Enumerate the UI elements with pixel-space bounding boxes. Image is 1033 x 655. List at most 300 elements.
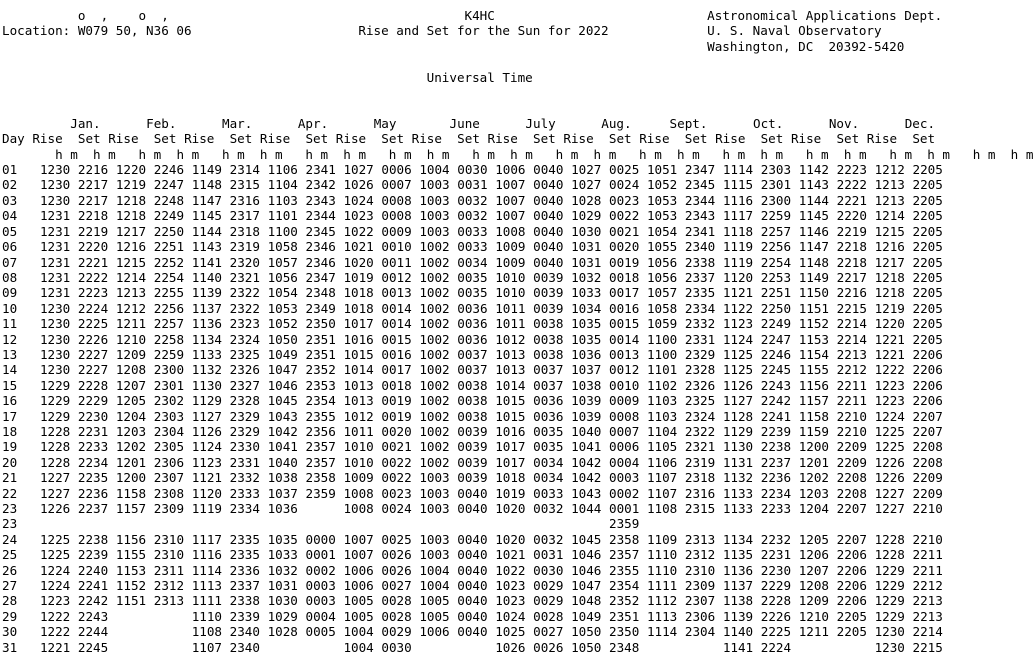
set-time: 0016	[609, 300, 640, 316]
rise-time: 1036	[267, 501, 298, 516]
rise-time: 1218	[115, 208, 147, 224]
set-header: Set	[533, 131, 556, 147]
set-time: 0040	[533, 177, 564, 193]
set-time: 2223	[77, 285, 109, 301]
set-time: 0006	[609, 439, 640, 455]
set-time: 2318	[684, 470, 716, 486]
rise-time: 1147	[191, 192, 223, 208]
set-time: 2205	[912, 331, 943, 347]
day-number: 30	[2, 624, 18, 640]
set-time: 2205	[836, 624, 867, 640]
set-time: 0002	[305, 562, 336, 578]
set-time: 2333	[229, 485, 260, 501]
rise-time: 1224	[39, 578, 71, 594]
set-time: 2247	[153, 177, 185, 193]
set-time: 2335	[229, 547, 260, 563]
rise-time: 1229	[874, 593, 905, 609]
rise-header: Rise	[32, 131, 63, 147]
rise-time: 1053	[267, 300, 298, 316]
rise-time: 1027	[343, 162, 374, 178]
hm-unit: h m	[305, 146, 329, 162]
rise-time: 1051	[646, 162, 678, 178]
set-time: 2321	[229, 269, 260, 285]
rise-time: 1002	[419, 316, 450, 332]
set-time: 0018	[609, 269, 640, 285]
rise-time: 1216	[874, 239, 905, 255]
rise-time: 1024	[495, 608, 526, 624]
set-time: 2235	[77, 470, 109, 486]
set-time: 2345	[305, 223, 336, 239]
rise-header: Rise	[259, 131, 291, 147]
set-time: 0040	[457, 501, 488, 516]
set-time: 2354	[609, 578, 640, 594]
set-time: 2321	[684, 439, 716, 455]
set-time: 0038	[457, 408, 488, 424]
set-time: 0039	[457, 423, 488, 439]
set-time: 2341	[684, 223, 716, 239]
rise-time: 1016	[495, 423, 526, 439]
day-column-header: Day	[2, 131, 25, 147]
rise-time: 1102	[646, 377, 678, 393]
rise-time: 1219	[115, 177, 147, 193]
set-time: 0014	[381, 300, 412, 316]
rise-header: Rise	[487, 131, 518, 147]
day-number: 13	[2, 346, 18, 362]
rise-time: 1003	[419, 470, 450, 486]
observatory-name: U. S. Naval Observatory	[707, 23, 882, 39]
rise-time: 1204	[115, 408, 147, 424]
set-time: 0013	[381, 285, 412, 301]
rise-time: 1002	[419, 408, 450, 424]
set-time: 0038	[457, 393, 488, 409]
set-time: 2251	[760, 285, 792, 301]
rise-time: 1101	[267, 208, 298, 224]
rise-time: 1130	[722, 439, 754, 455]
hm-unit: h m	[55, 146, 78, 162]
hm-unit: h m	[138, 146, 162, 162]
sun-rise-set-table-document	[2, 8, 1033, 655]
rise-time: 1218	[874, 269, 905, 285]
set-time: 0022	[609, 208, 640, 224]
hm-unit: h m	[221, 146, 245, 162]
day-number: 23	[2, 516, 18, 532]
set-time: 2307	[684, 593, 716, 609]
set-time: 0017	[381, 362, 412, 378]
rise-time: 1117	[722, 208, 754, 224]
set-time: 0016	[381, 346, 412, 362]
set-time: 2218	[836, 239, 867, 255]
rise-time: 1052	[267, 316, 298, 332]
rise-time: 1021	[495, 547, 526, 563]
set-time: 2307	[153, 470, 185, 486]
set-time: 2322	[229, 300, 260, 316]
rise-time: 1127	[191, 408, 223, 424]
set-time: 2245	[760, 362, 792, 378]
rise-time: 1129	[191, 393, 223, 409]
rise-time: 1018	[343, 285, 374, 301]
rise-time: 1100	[646, 346, 678, 362]
rise-time: 1003	[419, 177, 450, 193]
set-time: 0032	[533, 531, 564, 547]
set-time: 2229	[77, 393, 109, 409]
rise-time: 1219	[874, 300, 905, 316]
set-time: 2232	[760, 531, 792, 547]
rise-time: 1005	[419, 608, 450, 624]
set-time: 0030	[533, 562, 564, 578]
set-time: 0018	[381, 377, 412, 393]
rise-time: 1126	[191, 423, 223, 439]
rise-time: 1143	[798, 177, 830, 193]
rise-time: 1053	[646, 192, 678, 208]
set-time: 2242	[77, 593, 109, 609]
set-time: 0009	[609, 393, 640, 409]
rise-time: 1133	[191, 346, 223, 362]
rise-time: 1035	[571, 316, 602, 332]
rise-time: 1151	[798, 300, 830, 316]
rise-time: 1059	[646, 316, 678, 332]
rise-time: 1154	[798, 346, 830, 362]
set-time: 2206	[836, 547, 867, 563]
set-time: 0010	[609, 377, 640, 393]
rise-time: 1149	[191, 162, 223, 178]
set-time: 0008	[609, 408, 640, 424]
set-time: 0007	[609, 423, 640, 439]
rise-time: 1131	[722, 454, 754, 470]
rise-time: 1200	[115, 470, 147, 486]
rise-time: 1004	[419, 162, 450, 178]
hm-unit: h m	[343, 146, 367, 162]
rise-time: 1011	[495, 316, 526, 332]
set-time: 0017	[609, 285, 640, 301]
rise-time: 1004	[343, 639, 374, 655]
set-time: 0036	[457, 316, 488, 332]
set-time: 2231	[77, 423, 109, 439]
rise-time: 1146	[798, 223, 830, 239]
set-time: 2231	[760, 547, 792, 563]
rise-time: 1225	[39, 531, 71, 547]
month-header: Oct.	[752, 115, 784, 131]
rise-time: 1003	[419, 208, 450, 224]
rise-time: 1155	[115, 547, 147, 563]
rise-time: 1002	[419, 269, 450, 285]
rise-time: 1224	[39, 562, 71, 578]
rise-time: 1003	[419, 501, 450, 516]
hm-unit: h m	[889, 146, 913, 162]
set-time: 2301	[760, 177, 792, 193]
set-time: 2210	[836, 423, 867, 439]
rise-time: 1041	[571, 439, 602, 455]
rise-time: 1002	[419, 346, 450, 362]
set-time: 0029	[533, 593, 564, 609]
rise-time: 1107	[646, 485, 678, 501]
set-time: 2346	[305, 254, 336, 270]
day-number: 17	[2, 408, 18, 424]
set-time: 0037	[533, 377, 564, 393]
day-number: 06	[2, 239, 18, 255]
rise-time: 1020	[495, 501, 526, 516]
rise-time: 1136	[722, 562, 754, 578]
rise-time: 1052	[646, 177, 678, 193]
hm-unit: h m	[722, 146, 746, 162]
rise-time: 1101	[646, 362, 678, 378]
rise-time: 1149	[798, 269, 830, 285]
set-time: 0036	[457, 300, 488, 316]
rise-time: 1227	[39, 485, 71, 501]
set-time: 0008	[381, 192, 412, 208]
set-time: 2210	[912, 531, 943, 547]
rise-time: 1212	[874, 162, 905, 178]
set-time: 2215	[836, 300, 867, 316]
hm-unit: h m	[760, 146, 784, 162]
rise-time: 1230	[39, 346, 71, 362]
set-time: 2313	[153, 593, 185, 609]
set-time: 2208	[912, 439, 943, 455]
rise-time: 1030	[267, 593, 298, 609]
set-time: 0029	[533, 578, 564, 594]
rise-time: 1002	[419, 300, 450, 316]
rise-time: 1221	[874, 346, 905, 362]
rise-time: 1230	[39, 300, 71, 316]
rise-time: 1230	[39, 192, 71, 208]
set-time: 2206	[912, 393, 943, 409]
rise-time: 1033	[267, 547, 298, 563]
rise-time: 1003	[419, 192, 450, 208]
rise-time: 1008	[343, 501, 374, 516]
rise-time: 1100	[267, 223, 298, 239]
set-time: 2256	[153, 300, 185, 316]
rise-time: 1040	[571, 423, 602, 439]
set-time: 2338	[684, 254, 716, 270]
rise-time: 1144	[191, 223, 223, 239]
hm-unit: h m	[927, 146, 950, 162]
set-time: 0040	[457, 578, 488, 594]
rise-time: 1116	[722, 192, 754, 208]
set-time: 2209	[912, 485, 943, 501]
rise-time: 1157	[115, 501, 147, 516]
set-time: 2207	[836, 501, 867, 516]
rise-time: 1009	[495, 239, 526, 255]
rise-time: 1207	[115, 377, 147, 393]
set-time: 2220	[836, 208, 867, 224]
set-time: 2254	[153, 269, 185, 285]
set-time: 2239	[760, 423, 792, 439]
rise-time: 1014	[495, 377, 526, 393]
set-time: 0003	[305, 593, 336, 609]
rise-time: 1115	[722, 177, 754, 193]
set-time: 2211	[836, 377, 867, 393]
set-time: 2228	[77, 377, 109, 393]
rise-time: 1210	[115, 331, 147, 347]
set-time: 2212	[836, 362, 867, 378]
rise-time: 1022	[343, 223, 374, 239]
rise-time: 1230	[39, 177, 71, 193]
rise-time: 1152	[115, 578, 147, 594]
day-number: 08	[2, 269, 18, 285]
set-time: 0024	[609, 177, 640, 193]
set-time: 2238	[77, 531, 109, 547]
rise-time: 1029	[267, 608, 298, 624]
set-time: 0023	[381, 485, 412, 501]
set-time: 0021	[609, 223, 640, 239]
month-header: May	[373, 115, 397, 131]
day-number: 02	[2, 177, 18, 193]
rise-time: 1106	[646, 454, 678, 470]
set-time: 2229	[760, 578, 792, 594]
hm-unit: h m	[843, 146, 867, 162]
hm-unit: h m	[472, 146, 495, 162]
set-time: 0039	[533, 300, 564, 316]
set-time: 2206	[912, 346, 943, 362]
set-time: 2250	[760, 300, 792, 316]
rise-time: 1107	[191, 639, 223, 655]
rise-time: 1020	[495, 531, 526, 547]
set-time: 0026	[381, 547, 412, 563]
rise-time: 1230	[39, 362, 71, 378]
set-time: 2345	[684, 177, 716, 193]
set-time: 0032	[457, 192, 488, 208]
set-time: 0019	[381, 408, 412, 424]
rise-time: 1229	[39, 393, 71, 409]
day-number: 16	[2, 393, 18, 409]
set-time: 2359	[305, 485, 336, 501]
set-time: 0030	[457, 162, 488, 178]
rise-time: 1216	[115, 239, 147, 255]
rise-time: 1002	[419, 362, 450, 378]
set-time: 2209	[836, 454, 867, 470]
set-time: 2206	[836, 593, 867, 609]
hm-unit: h m	[593, 146, 617, 162]
rise-time: 1226	[874, 454, 905, 470]
set-time: 2205	[912, 162, 943, 178]
rise-header: Rise	[563, 131, 594, 147]
set-time: 2343	[305, 192, 336, 208]
set-time: 2347	[305, 269, 336, 285]
set-time: 2310	[153, 531, 185, 547]
set-time: 2258	[153, 331, 185, 347]
month-header: Jan.	[70, 115, 101, 131]
rise-time: 1020	[343, 254, 374, 270]
set-time: 2354	[305, 393, 336, 409]
rise-time: 1222	[39, 624, 71, 640]
rise-time: 1142	[798, 162, 830, 178]
set-time: 0039	[457, 454, 488, 470]
rise-time: 1012	[343, 408, 374, 424]
set-time: 2332	[229, 470, 260, 486]
set-time: 0012	[381, 269, 412, 285]
set-time: 2208	[912, 454, 943, 470]
rise-time: 1023	[343, 208, 374, 224]
rise-time: 1007	[343, 547, 374, 563]
rise-time: 1231	[39, 208, 71, 224]
rise-time: 1141	[722, 639, 754, 655]
rise-time: 1105	[646, 439, 678, 455]
set-time: 2205	[912, 316, 943, 332]
set-header: Set	[153, 131, 177, 147]
rise-time: 1157	[798, 393, 830, 409]
set-time: 2256	[760, 239, 792, 255]
set-time: 2206	[912, 377, 943, 393]
set-time: 2216	[77, 162, 109, 178]
rise-time: 1047	[571, 578, 602, 594]
set-time: 2325	[229, 346, 260, 362]
set-time: 2304	[153, 423, 185, 439]
set-time: 0040	[457, 531, 488, 547]
rise-time: 1004	[419, 578, 450, 594]
rise-time: 1002	[419, 331, 450, 347]
set-time: 2223	[836, 162, 867, 178]
set-time: 2205	[912, 208, 943, 224]
rise-time: 1108	[191, 624, 223, 640]
rise-time: 1218	[874, 285, 905, 301]
set-time: 2322	[229, 285, 260, 301]
rise-time: 1113	[646, 608, 678, 624]
rise-time: 1120	[191, 485, 223, 501]
rise-time: 1200	[798, 439, 830, 455]
rise-time: 1137	[722, 578, 754, 594]
rise-time: 1229	[874, 562, 905, 578]
hm-unit: h m	[426, 146, 450, 162]
rise-time: 1145	[191, 208, 223, 224]
set-time: 0028	[533, 608, 564, 624]
rise-time: 1215	[115, 254, 147, 270]
set-time: 2358	[305, 470, 336, 486]
rise-time: 1125	[722, 346, 754, 362]
set-time: 0008	[381, 208, 412, 224]
set-time: 0004	[305, 608, 336, 624]
set-time: 2337	[684, 269, 716, 285]
set-time: 0034	[533, 454, 564, 470]
day-number: 19	[2, 439, 18, 455]
set-time: 2311	[153, 562, 185, 578]
rise-time: 1226	[39, 501, 71, 516]
set-time: 2331	[684, 331, 716, 347]
set-time: 0038	[533, 346, 564, 362]
set-time: 2349	[305, 300, 336, 316]
rise-time: 1213	[874, 192, 905, 208]
rise-time: 1055	[646, 239, 678, 255]
set-time: 2248	[153, 192, 185, 208]
rise-time: 1209	[798, 593, 830, 609]
day-number: 22	[2, 485, 18, 501]
set-time: 2224	[77, 300, 109, 316]
set-time: 2221	[836, 192, 867, 208]
rise-time: 1218	[115, 192, 147, 208]
rise-time: 1005	[419, 593, 450, 609]
set-time: 2209	[912, 470, 943, 486]
rise-time: 1010	[343, 454, 374, 470]
degree-marks: o , o ,	[2, 8, 169, 23]
set-time: 2324	[229, 331, 260, 347]
rise-time: 1018	[343, 300, 374, 316]
rise-time: 1015	[495, 408, 526, 424]
set-time: 0019	[381, 393, 412, 409]
set-time: 2328	[229, 393, 260, 409]
set-time: 0035	[533, 423, 564, 439]
set-time: 0027	[381, 578, 412, 594]
rise-time: 1221	[39, 639, 71, 655]
set-time: 2336	[229, 562, 260, 578]
set-time: 2347	[684, 162, 716, 178]
set-time: 0024	[381, 501, 412, 516]
day-number: 26	[2, 562, 18, 578]
rise-time: 1214	[874, 208, 905, 224]
set-time: 0040	[533, 223, 564, 239]
rise-time: 1002	[419, 239, 450, 255]
rise-header: Rise	[790, 131, 822, 147]
set-time: 2329	[229, 423, 260, 439]
set-time: 2323	[229, 316, 260, 332]
rise-time: 1002	[419, 285, 450, 301]
